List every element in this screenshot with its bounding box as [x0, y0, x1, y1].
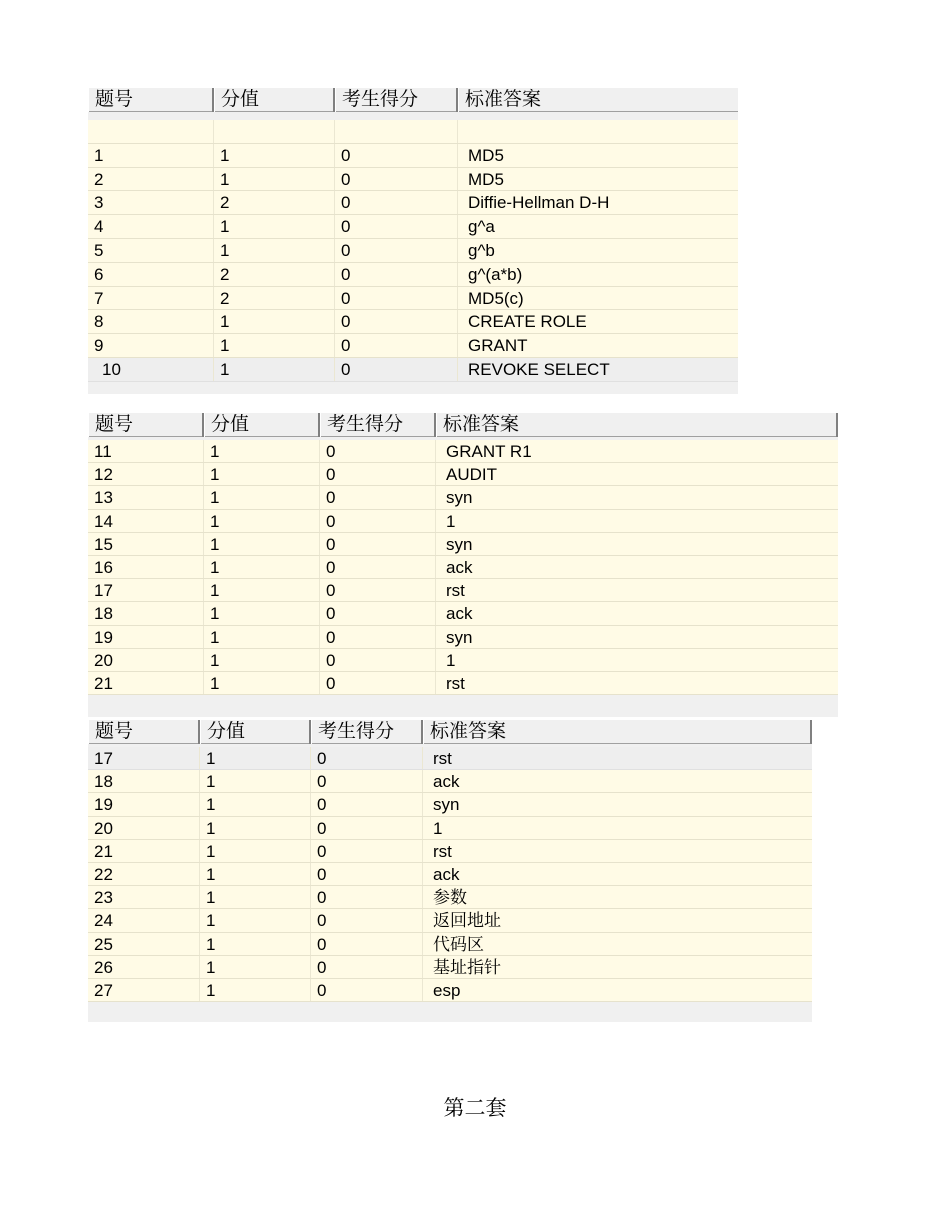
standard-answer-cell: rst — [433, 749, 452, 768]
score-value-cell: 1 — [214, 215, 335, 238]
question-number-cell: 14 — [88, 510, 204, 532]
question-number-cell: 2 — [88, 168, 214, 191]
candidate-score-cell: 0 — [311, 840, 423, 862]
standard-answer-cell — [458, 120, 738, 143]
score-table-2 — [88, 413, 838, 717]
standard-answer-cell: GRANT — [468, 336, 528, 356]
question-number-cell: 19 — [88, 626, 204, 648]
score-value-cell: 1 — [214, 358, 335, 381]
table-row[interactable] — [88, 144, 738, 168]
candidate-score-cell: 0 — [311, 979, 423, 1001]
question-number-cell: 15 — [88, 533, 204, 555]
standard-answer-cell: GRANT R1 — [446, 442, 532, 461]
question-number-cell: 5 — [88, 239, 214, 262]
table-row[interactable] — [88, 463, 838, 486]
score-value-cell: 1 — [204, 626, 320, 648]
table-row[interactable] — [88, 672, 838, 695]
score-value-cell: 1 — [204, 649, 320, 671]
question-number-cell: 21 — [88, 840, 200, 862]
header-standard-answer[interactable]: 标准答案 — [458, 88, 738, 112]
question-number-cell: 26 — [88, 956, 200, 978]
standard-answer-cell: g^b — [468, 241, 495, 260]
score-value-cell — [214, 120, 335, 143]
candidate-score-cell — [335, 120, 458, 143]
table-row[interactable] — [88, 979, 812, 1002]
score-value-cell: 1 — [214, 168, 335, 191]
table-row[interactable] — [88, 840, 812, 863]
question-number-cell: 12 — [88, 463, 204, 485]
score-table-1 — [88, 88, 738, 394]
table-row[interactable] — [88, 120, 738, 144]
candidate-score-cell: 0 — [320, 672, 436, 694]
standard-answer-cell: esp — [433, 981, 461, 1000]
score-value-cell: 1 — [200, 793, 311, 815]
candidate-score-cell: 0 — [311, 793, 423, 815]
table-row[interactable] — [88, 933, 812, 956]
table-row[interactable] — [88, 533, 838, 556]
score-value-cell: 1 — [204, 510, 320, 532]
standard-answer-cell: REVOKE SELECT — [468, 360, 610, 379]
question-number-cell: 20 — [88, 817, 200, 839]
standard-answer-cell: ack — [433, 772, 460, 792]
candidate-score-cell: 0 — [311, 770, 423, 792]
standard-answer-cell: 1 — [433, 818, 443, 838]
question-number-cell: 4 — [88, 215, 214, 238]
header-standard-answer[interactable]: 标准答案 — [423, 720, 812, 744]
table-row[interactable] — [88, 770, 812, 793]
candidate-score-cell: 0 — [335, 358, 458, 381]
question-number-cell: 17 — [88, 579, 204, 601]
question-number-cell: 1 — [88, 144, 214, 167]
standard-answer-cell: 参数 — [433, 888, 467, 908]
candidate-score-cell: 0 — [335, 334, 458, 357]
table-row[interactable] — [88, 440, 838, 463]
table-row[interactable] — [88, 602, 838, 625]
table-header — [88, 720, 812, 744]
standard-answer-cell: Diffie-Hellman D-H — [468, 193, 610, 213]
score-value-cell: 1 — [200, 979, 311, 1001]
score-value-cell: 1 — [200, 909, 311, 931]
header-standard-answer[interactable]: 标准答案 — [436, 413, 838, 437]
question-number-cell: 8 — [88, 310, 214, 333]
candidate-score-cell: 0 — [335, 191, 458, 214]
table-row[interactable] — [88, 863, 812, 886]
header-score-value[interactable]: 分值 — [200, 720, 311, 744]
score-value-cell: 1 — [204, 486, 320, 508]
candidate-score-cell: 0 — [320, 533, 436, 555]
candidate-score-cell: 0 — [320, 486, 436, 508]
score-value-cell: 2 — [214, 191, 335, 214]
score-value-cell: 1 — [200, 840, 311, 862]
question-number-cell: 23 — [88, 886, 200, 908]
standard-answer-cell: 基址指针 — [433, 957, 501, 977]
standard-answer-cell: syn — [446, 534, 473, 554]
header-score-value[interactable]: 分值 — [214, 88, 335, 112]
question-number-cell: 25 — [88, 933, 200, 955]
table-row[interactable] — [88, 486, 838, 509]
score-value-cell: 1 — [204, 556, 320, 578]
candidate-score-cell: 0 — [320, 556, 436, 578]
score-value-cell: 1 — [214, 239, 335, 262]
standard-answer-cell: CREATE ROLE — [468, 312, 587, 332]
table-row[interactable] — [88, 747, 812, 770]
candidate-score-cell: 0 — [335, 287, 458, 310]
candidate-score-cell: 0 — [320, 440, 436, 462]
standard-answer-cell: 代码区 — [433, 934, 484, 954]
table-row[interactable] — [88, 649, 838, 672]
standard-answer-cell: MD5 — [468, 169, 504, 189]
candidate-score-cell: 0 — [320, 463, 436, 485]
table-row[interactable] — [88, 956, 812, 979]
score-table-3 — [88, 720, 812, 1022]
standard-answer-cell: rst — [446, 581, 465, 601]
header-candidate-score[interactable]: 考生得分 — [320, 413, 436, 437]
question-number-cell: 17 — [88, 747, 200, 769]
score-value-cell: 1 — [204, 533, 320, 555]
table-header — [88, 413, 838, 437]
question-number-cell: 18 — [88, 602, 204, 624]
header-question-number[interactable]: 题号 — [88, 88, 214, 112]
question-number-cell: 18 — [88, 770, 200, 792]
score-value-cell: 1 — [200, 933, 311, 955]
header-question-number[interactable]: 题号 — [88, 413, 204, 437]
question-number-cell: 21 — [88, 672, 204, 694]
candidate-score-cell: 0 — [311, 886, 423, 908]
table-row[interactable] — [88, 579, 838, 602]
question-number-cell — [88, 120, 214, 143]
candidate-score-cell: 0 — [320, 649, 436, 671]
candidate-score-cell: 0 — [335, 215, 458, 238]
standard-answer-cell: AUDIT — [446, 465, 497, 485]
score-value-cell: 1 — [214, 144, 335, 167]
candidate-score-cell: 0 — [311, 933, 423, 955]
question-number-cell: 22 — [88, 863, 200, 885]
score-value-cell: 1 — [204, 440, 320, 462]
score-value-cell: 2 — [214, 263, 335, 286]
candidate-score-cell: 0 — [311, 863, 423, 885]
table-header — [88, 88, 738, 112]
table-row[interactable] — [88, 817, 812, 840]
table-row[interactable] — [88, 793, 812, 816]
candidate-score-cell: 0 — [311, 956, 423, 978]
table-row[interactable] — [88, 556, 838, 579]
question-number-cell: 6 — [88, 263, 214, 286]
standard-answer-cell: 1 — [446, 511, 456, 531]
candidate-score-cell: 0 — [335, 263, 458, 286]
score-value-cell: 1 — [200, 817, 311, 839]
candidate-score-cell: 0 — [320, 579, 436, 601]
table-row[interactable] — [88, 358, 738, 382]
header-candidate-score[interactable]: 考生得分 — [335, 88, 458, 112]
question-number-cell: 3 — [88, 191, 214, 214]
standard-answer-cell: 返回地址 — [433, 911, 501, 931]
score-value-cell: 1 — [200, 863, 311, 885]
table-row[interactable] — [88, 239, 738, 263]
score-value-cell: 1 — [200, 956, 311, 978]
candidate-score-cell: 0 — [335, 144, 458, 167]
candidate-score-cell: 0 — [311, 747, 423, 769]
score-value-cell: 1 — [204, 579, 320, 601]
table-row[interactable] — [88, 168, 738, 192]
table-row[interactable] — [88, 626, 838, 649]
header-question-number[interactable]: 题号 — [88, 720, 200, 744]
standard-answer-cell: rst — [446, 674, 465, 693]
candidate-score-cell: 0 — [335, 310, 458, 333]
candidate-score-cell: 0 — [311, 817, 423, 839]
table-row[interactable] — [88, 510, 838, 533]
standard-answer-cell: ack — [446, 558, 473, 577]
standard-answer-cell: 1 — [446, 650, 456, 670]
header-score-value[interactable]: 分值 — [204, 413, 320, 437]
standard-answer-cell: syn — [446, 627, 473, 647]
standard-answer-cell: syn — [433, 795, 460, 815]
score-value-cell: 1 — [204, 672, 320, 694]
score-value-cell: 1 — [204, 602, 320, 624]
question-number-cell: 27 — [88, 979, 200, 1001]
question-number-cell: 13 — [88, 486, 204, 508]
table-row[interactable] — [88, 263, 738, 287]
standard-answer-cell: syn — [446, 488, 473, 508]
question-number-cell: 20 — [88, 649, 204, 671]
table-row[interactable] — [88, 909, 812, 932]
standard-answer-cell: g^a — [468, 217, 495, 237]
candidate-score-cell: 0 — [320, 602, 436, 624]
table-row[interactable] — [88, 287, 738, 311]
question-number-cell: 11 — [88, 440, 204, 462]
section-caption: 第二套 — [443, 1096, 507, 1120]
table-row[interactable] — [88, 310, 738, 334]
question-number-cell: 7 — [88, 287, 214, 310]
table-row[interactable] — [88, 886, 812, 909]
question-number-cell: 19 — [88, 793, 200, 815]
standard-answer-cell: g^(a*b) — [468, 264, 523, 284]
table-row[interactable] — [88, 215, 738, 239]
header-candidate-score[interactable]: 考生得分 — [311, 720, 423, 744]
score-value-cell: 1 — [200, 886, 311, 908]
question-number-cell: 10 — [88, 358, 214, 381]
standard-answer-cell: ack — [433, 865, 460, 884]
candidate-score-cell: 0 — [335, 239, 458, 262]
score-value-cell: 1 — [214, 334, 335, 357]
standard-answer-cell: MD5(c) — [468, 288, 524, 308]
candidate-score-cell: 0 — [311, 909, 423, 931]
question-number-cell: 16 — [88, 556, 204, 578]
score-value-cell: 1 — [200, 747, 311, 769]
question-number-cell: 9 — [88, 334, 214, 357]
standard-answer-cell: ack — [446, 604, 473, 624]
table-row[interactable] — [88, 191, 738, 215]
standard-answer-cell: rst — [433, 841, 452, 861]
standard-answer-cell: MD5 — [468, 145, 504, 165]
table-row[interactable] — [88, 334, 738, 358]
candidate-score-cell: 0 — [320, 626, 436, 648]
score-value-cell: 1 — [214, 310, 335, 333]
candidate-score-cell: 0 — [320, 510, 436, 532]
question-number-cell: 24 — [88, 909, 200, 931]
candidate-score-cell: 0 — [335, 168, 458, 191]
score-value-cell: 2 — [214, 287, 335, 310]
score-value-cell: 1 — [200, 770, 311, 792]
score-value-cell: 1 — [204, 463, 320, 485]
